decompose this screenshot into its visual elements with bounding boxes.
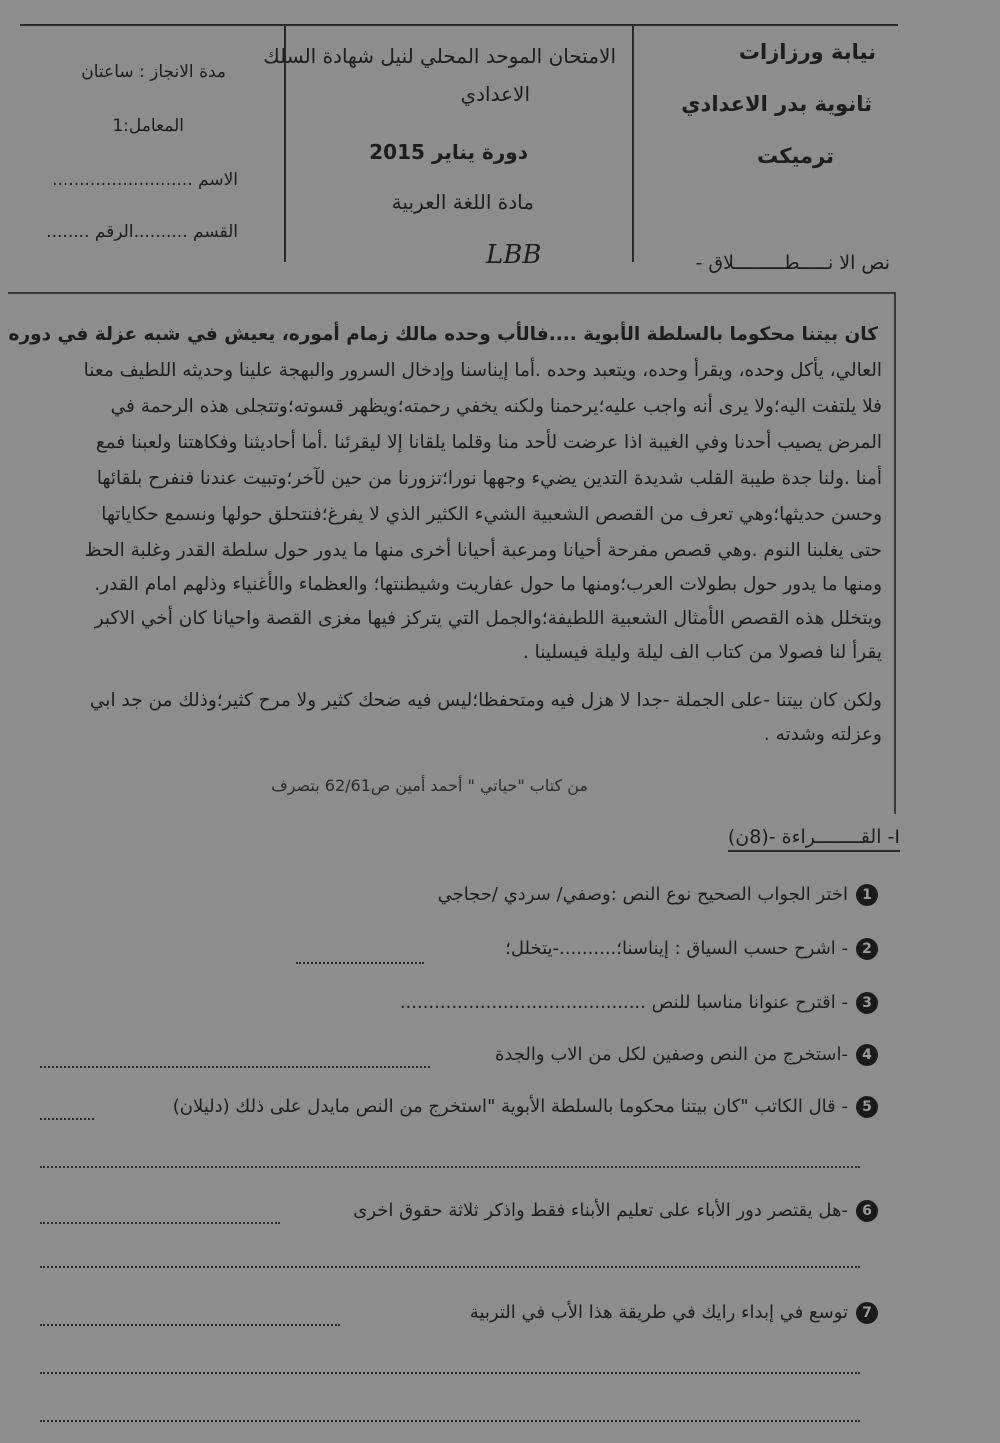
passage-line: المرض يصيب أحدنا وفي الغيبة اذا عرضت لأحد منا وقلما يلقانا إلا ليقرئنا .أما أحاديثنا وفكاهتنا ولعبنا فمع xyxy=(95,432,882,453)
question-number-badge: 5 xyxy=(856,1096,878,1118)
passage-line: يقرأ لنا فصولا من كتاب الف ليلة وليلة فيسلينا . xyxy=(522,642,882,663)
question-5: - قال الكاتب "كان بيتنا محكوما بالسلطة الأبوية "استخرج من النص مايدل على ذلك (دليلان) xyxy=(172,1096,848,1117)
passage-line: ويتخلل هذه القصص الأمثال الشعبية اللطيفة؛والجمل التي يتركز فيها مغزى القصة واحيانا كان أخي الاكبر xyxy=(94,608,882,629)
passage-line: ولكن كان بيتنا -على الجملة -جدا لا هزل فيه ومتحفظا؛ليس فيه ضحك كثير ولا مرح كثير؛وذلك من جد ابي xyxy=(89,690,882,711)
question-number-badge: 4 xyxy=(856,1044,878,1066)
passage-line: حتى يغلبنا النوم .وهي قصص مفرحة أحيانا ومرعبة أحيانا أخرى منها ما يدور حول سلطة القدر وغلبة الحظ xyxy=(84,540,882,561)
student-class-number-field[interactable]: القسم ..........الرقم ........ xyxy=(46,222,238,242)
header-town: ترميكت xyxy=(757,144,834,168)
question-number-badge: 2 xyxy=(856,938,878,960)
header-school: ثانوية بدر الاعدادي xyxy=(681,92,872,116)
header-duration: مدة الانجاز : ساعتان xyxy=(81,62,226,82)
handwritten-initials: LBB xyxy=(486,240,542,270)
passage-line: فلا يلتفت اليه؛ولا يرى أنه واجب عليه؛يرحمنا ولكنه يخفي رحمته؛ويظهر قسوته؛وتتجلى هذه الرحمة في xyxy=(110,396,882,417)
header-school-info xyxy=(632,26,900,262)
passage-line: ومنها ما يدور حول بطولات العرب؛ومنها ما حول عفاريت وشيطنتها؛ والعظماء والأغنياء وذلهم امام القدر. xyxy=(94,574,882,595)
question-number-badge: 6 xyxy=(856,1200,878,1222)
header-exam-level: الاعدادي xyxy=(460,82,530,106)
reading-passage xyxy=(8,292,896,814)
header-session: دورة يناير 2015 xyxy=(369,140,528,164)
header-exam-title: الامتحان الموحد المحلي لنيل شهادة السلك xyxy=(263,44,616,68)
question-number-badge: 1 xyxy=(856,884,878,906)
exam-header xyxy=(20,24,898,270)
question-3: - اقترح عنوانا مناسبا للنص ........................................... xyxy=(399,992,848,1013)
answer-line[interactable] xyxy=(40,1266,860,1268)
header-student-info xyxy=(20,26,284,262)
answer-line[interactable] xyxy=(40,1324,340,1326)
passage-line: كان بيتنا محكوما بالسلطة الأبوية ....فالأب وحده مالك زمام أموره، يعيش في شبه عزلة في دوره xyxy=(8,324,878,345)
student-name-field[interactable]: الاسم .......................... xyxy=(52,170,238,190)
passage-line: وحسن حديثها؛وهي تعرف من القصص الشعبية الشيء الكثير الذي لا يفرغ؛فنتحلق حولها ونسمع حكاياتها xyxy=(101,504,882,525)
answer-line[interactable] xyxy=(40,1166,860,1168)
header-exam-info xyxy=(263,26,634,262)
answer-line[interactable] xyxy=(40,1420,860,1422)
answer-line[interactable] xyxy=(40,1066,430,1068)
header-subject: مادة اللغة العربية xyxy=(391,190,534,214)
question-6: -هل يقتصر دور الأباء على تعليم الأبناء فقط واذكر ثلاثة حقوق اخرى xyxy=(353,1200,848,1221)
answer-line[interactable] xyxy=(40,1118,94,1120)
question-number-badge: 7 xyxy=(856,1302,878,1324)
answer-line[interactable] xyxy=(296,962,424,964)
passage-source: من كتاب "حياتي " أحمد أمين ص62/61 بتصرف xyxy=(271,776,588,795)
passage-heading: نص الا نـــــطـــــــــلاق - xyxy=(695,252,890,274)
answer-line[interactable] xyxy=(40,1222,280,1224)
question-number-badge: 3 xyxy=(856,992,878,1014)
question-7: توسع في إبداء رايك في طريقة هذا الأب في التربية xyxy=(469,1302,848,1323)
question-1: اختر الجواب الصحيح نوع النص :وصفي/ سردي /حجاجي xyxy=(437,884,848,905)
question-2: - اشرح حسب السياق : إيناسنا؛..........-يتخلل؛ xyxy=(505,938,848,959)
passage-line: أمنا .ولنا جدة طيبة القلب شديدة التدين يضيء وجهها نورا؛تزورنا من حين لآخر؛وتبيت عندنا فنفرح بلقائها xyxy=(96,468,882,489)
passage-line: العالي، يأكل وحده، ويقرأ وحده، ويتعبد وحده .أما إيناسنا وإدخال السرور والبهجة علينا وحديثه اللطيف معنا xyxy=(83,360,882,381)
answer-line[interactable] xyxy=(40,1372,860,1374)
header-coefficient: المعامل:1 xyxy=(112,116,184,136)
passage-line: وعزلته وشدته . xyxy=(763,724,882,745)
header-directorate: نيابة ورزازات xyxy=(738,40,876,64)
reading-section-title: I- القــــــــراءة -(8ن) xyxy=(728,826,900,852)
question-4: -استخرج من النص وصفين لكل من الاب والجدة xyxy=(494,1044,848,1065)
